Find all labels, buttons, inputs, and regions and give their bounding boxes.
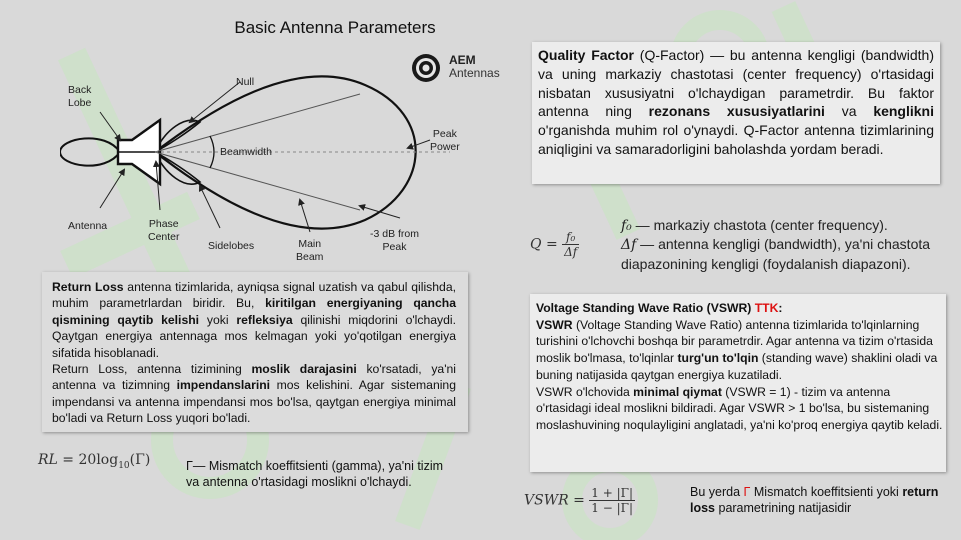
text-run: va	[824, 103, 874, 120]
text-run: (Voltage Standing Wave Ratio) antenna tizimlarida to'lqinlarning turishini o'lchovchi boshqa bir parametrdir. Agar antenna va tizim o'rtasida moslik bo'lmasa, to'lqinlar	[536, 317, 933, 366]
aem-logo-subtitle: Antennas	[449, 66, 500, 80]
q-formula-num: f₀	[562, 230, 579, 245]
vswr-desc-mid: Mismatch koeffitsienti yoki	[750, 485, 903, 499]
rl-formula-eq: =	[62, 452, 75, 468]
text-run: mos kelishini. Agar sistemaning impendansi va antenna impendansi mos bo'lsa, qaytgan energiya minimal bo'ladi va Return Loss yuqori bo'ladi.	[52, 378, 456, 426]
radiation-pattern-graphic	[60, 60, 500, 272]
text-run: Return Loss, antenna tizimining	[52, 362, 252, 377]
q-formula-lhs: Q	[530, 236, 542, 253]
text-run: qilinishi miqdorini o'lchaydi. Qaytgan energiya antennaga mos kelmagan yoki yo'qotilgan energiya sifatida hisoblanadi.	[52, 312, 457, 360]
vswr-formula-num: 1 + |Γ|	[591, 486, 634, 500]
antenna-pattern-diagram	[60, 60, 500, 272]
label-beamwidth: Beamwidth	[220, 146, 272, 158]
q-factor-formula	[530, 222, 612, 270]
label-sidelobes: Sidelobes	[208, 240, 255, 252]
label-main-beam	[296, 238, 323, 264]
label-3db-from-peak	[370, 228, 419, 254]
quality-factor-card	[532, 42, 940, 184]
text-run: (standing wave) shaklini oladi va buning natijasida qaytgan energiya kuzatiladi.	[536, 351, 938, 382]
q-desc-line-2: — antenna kengligi (bandwidth), ya'ni chastota diapazonining kengligi (foydalanish diapazoni).	[621, 236, 931, 272]
vswr-formula-eq: =	[573, 492, 585, 509]
vswr-desc-gamma: Γ	[743, 485, 751, 499]
text-run: (VSWR = 1) - tizim va antenna o'rtasidagi ideal moslikni bildiradi. Agar VSWR > 1 bo'lsa, bu sistemaning moslashuvining noqulayligini anglatadi, ya'ni ko'proq energiya qaytib keladi.	[536, 384, 943, 432]
text-run: o'rganishda muhim rol o'ynaydi. Q-Factor antenna tizimlarining aniqligini va samaradorligini baholashda yordam beradi.	[538, 122, 934, 157]
diagram-title: Basic Antenna Parameters	[234, 18, 436, 37]
q-desc-df-symbol: Δf	[621, 237, 637, 254]
return-loss-paragraph-1	[52, 279, 456, 361]
vswr-formula-den: 1 − |Γ|	[591, 501, 634, 515]
text-run: VSWR o'lchovida	[536, 384, 634, 399]
rl-formula-arg: (Γ)	[129, 452, 151, 468]
rl-formula-func: log	[96, 452, 119, 468]
vswr-formula-lhs: VSWR	[524, 492, 569, 509]
text-run: turg'un to'lqin	[677, 351, 759, 366]
vswr-heading	[536, 300, 946, 317]
vswr-desc-bold: return loss	[690, 485, 939, 515]
return-loss-card	[42, 272, 468, 432]
vswr-heading-colon: :	[778, 301, 783, 315]
vswr-description	[690, 484, 950, 516]
label-phase-center-text: Phase Center	[148, 218, 180, 243]
q-formula-den: Δf	[564, 245, 578, 259]
vswr-desc-pre: Bu yerda	[690, 485, 744, 499]
aem-logo-title: AEM	[449, 53, 476, 67]
q-formula-eq: =	[545, 236, 558, 253]
text-run: antenna tizimlarida, ayniqsa signal uzatish va qabul qilishda, muhim parametrlardan biridir. Bu,	[52, 280, 456, 311]
return-loss-formula	[38, 452, 178, 482]
text-run: yoki	[199, 312, 237, 327]
text-run: (Q-Factor) — bu antenna kengligi (bandwidth) va uning markaziy chastotasi (center frequency) o'rtasidagi nisbatan xususiyatni o'lchaydigan parametrdir. Bu faktor antenna ning	[538, 47, 934, 120]
vswr-card	[530, 294, 946, 472]
vswr-formula	[524, 476, 668, 534]
label-back-lobe-text: Back Lobe	[68, 84, 92, 109]
text-run: kenglikni	[873, 103, 934, 120]
q-desc-f0-symbol: f₀	[621, 218, 632, 234]
label-peak-power	[430, 128, 460, 154]
quality-factor-paragraph	[538, 46, 934, 159]
text-run: moslik darajasini	[251, 362, 357, 377]
vswr-paragraph-2	[536, 384, 946, 434]
text-run: Quality Factor	[538, 47, 635, 63]
text-run: rezonans xususiyatlarini	[648, 103, 825, 120]
gamma-description: Γ— Mismatch koeffitsienti (gamma), ya'ni tizim va antenna o'rtasidagi moslikni o'lchaydi.	[186, 459, 444, 489]
vswr-formula-fraction	[589, 486, 635, 515]
label-antenna: Antenna	[68, 220, 108, 232]
q-desc-line-1: — markaziy chastota (center frequency).	[631, 217, 888, 233]
return-loss-paragraph-2	[52, 361, 456, 427]
label-3db-from-peak-text: -3 dB from Peak	[370, 228, 420, 253]
rl-formula-coef: 20	[78, 452, 97, 468]
vswr-desc-post: parametrining natijasidir	[715, 501, 852, 515]
vswr-heading-text: Voltage Standing Wave Ratio (VSWR)	[536, 301, 752, 315]
text-run: ko'rsatadi, ya'ni antenna va tizimning	[52, 362, 457, 393]
rl-formula-base: 10	[118, 460, 130, 471]
label-back-lobe	[68, 84, 91, 110]
text-run: Return Loss	[52, 280, 124, 294]
vswr-paragraph-1	[536, 317, 946, 384]
text-run: impendanslarini	[176, 378, 271, 393]
label-null: Null	[236, 76, 255, 88]
q-formula-fraction	[562, 230, 579, 259]
label-peak-power-text: Peak Power	[430, 128, 460, 153]
label-phase-center	[148, 218, 180, 244]
label-main-beam-text: Main Beam	[296, 238, 324, 263]
text-run: kiritilgan energiyaning qancha qismining qaytib kelishi	[52, 296, 456, 327]
q-factor-description	[621, 216, 937, 273]
vswr-ttk-label: TTK	[754, 301, 779, 315]
text-run: minimal qiymat	[633, 384, 722, 399]
text-run: refleksiya	[236, 312, 293, 327]
text-run: VSWR	[536, 317, 573, 332]
rl-formula-lhs: RL	[38, 452, 58, 468]
